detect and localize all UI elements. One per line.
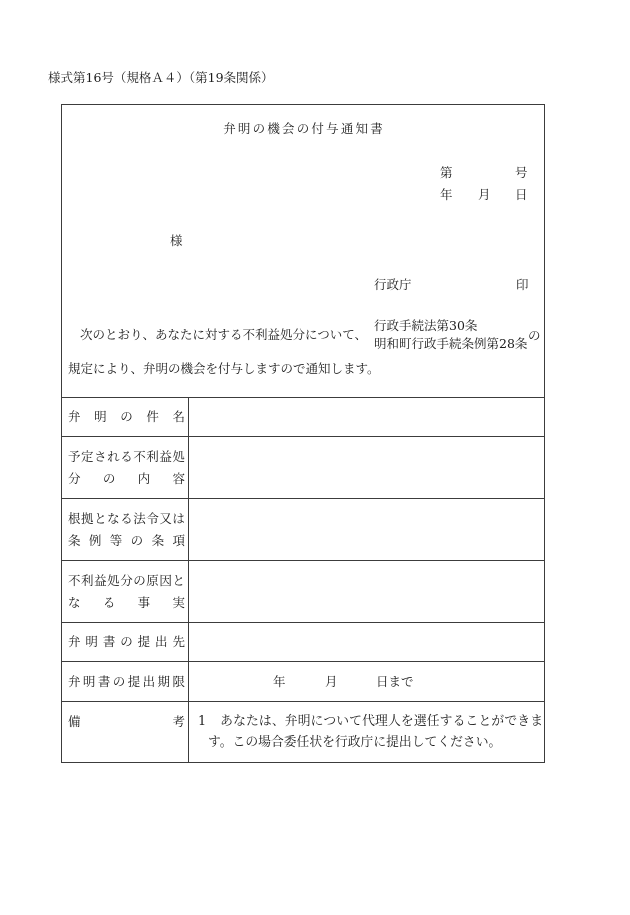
label-line (68, 468, 185, 490)
label-character: 原 (146, 572, 159, 588)
details-table (62, 397, 544, 762)
deadline-year: 年 (273, 674, 286, 689)
note-number: 1 (198, 714, 207, 729)
label-character: な (68, 594, 81, 610)
label-line (68, 711, 185, 732)
row-remarks (62, 701, 544, 762)
row-legal-basis (62, 498, 544, 560)
label-character: 備 (68, 714, 81, 729)
value-cell (189, 398, 544, 436)
value-cell (189, 437, 544, 498)
note-text: あなたは、弁明について代理人を選任することができます。この場合委任状を行政庁に提出してください。 (208, 714, 543, 750)
label-character: れ (107, 448, 120, 464)
label-character: 事 (137, 594, 151, 610)
label-character: 利 (81, 572, 94, 588)
deadline-month: 月 (325, 674, 338, 689)
law-reference-municipal: 明和町行政手続条例第28条 (374, 336, 528, 351)
label-character: 等 (109, 532, 123, 548)
body-tail-text: 規定により、弁明の機会を付与しますので通知します。 (68, 361, 380, 376)
label-character: 項 (172, 532, 185, 548)
label-character: と (94, 510, 107, 526)
label-character: 定 (81, 448, 94, 464)
label-character: 考 (172, 714, 185, 729)
label-character: 又 (159, 510, 172, 526)
issuer-name: 行政庁 (374, 277, 412, 292)
document-number-prefix: 第 (440, 165, 453, 180)
label-character: 内 (137, 470, 151, 486)
label-character: 令 (146, 510, 159, 526)
label-character: の (133, 572, 146, 588)
row-submit-to (62, 622, 544, 661)
form-header-label: 様式第16号（規格Ａ４）（第19条関係） (48, 70, 274, 85)
label-character: 弁 (68, 673, 81, 689)
row-label (62, 662, 189, 701)
label-character: 提 (137, 634, 151, 649)
label-character: 件 (146, 409, 159, 424)
label-character: 因 (159, 572, 172, 588)
label-line (68, 530, 185, 552)
notice-form (61, 104, 545, 763)
label-character: の (102, 470, 116, 486)
label-character: さ (94, 448, 107, 464)
notice-header-section (62, 105, 544, 397)
row-deadline (62, 661, 544, 701)
label-character: 不 (133, 448, 146, 464)
label-character: る (120, 448, 133, 464)
label-character: 提 (127, 673, 141, 689)
label-character: 法 (133, 510, 146, 526)
label-character: 限 (172, 673, 185, 689)
label-line (68, 592, 185, 614)
label-character: る (120, 510, 133, 526)
row-label (62, 623, 189, 661)
label-character: 分 (68, 470, 81, 486)
label-line (68, 671, 185, 693)
label-character: る (102, 594, 116, 610)
label-character: 根 (68, 510, 81, 526)
label-character: の (112, 673, 126, 689)
label-character: 明 (85, 634, 98, 649)
label-character: 予 (68, 448, 81, 464)
label-character: 期 (157, 673, 171, 689)
label-line (68, 508, 185, 530)
label-line (68, 446, 185, 468)
label-character: 利 (146, 448, 159, 464)
label-character: 弁 (68, 409, 81, 424)
row-label (62, 499, 189, 560)
label-character: 出 (155, 634, 168, 649)
row-label (62, 398, 189, 436)
label-character: 弁 (68, 634, 81, 649)
label-character: 例 (88, 532, 102, 548)
row-label (62, 561, 189, 622)
body-lead-text: 次のとおり、あなたに対する不利益処分について、 (80, 327, 368, 342)
label-character: の (120, 409, 133, 424)
label-character: 不 (68, 572, 81, 588)
label-character: 明 (82, 673, 96, 689)
label-character: 処 (107, 572, 120, 588)
label-character: は (172, 510, 185, 526)
label-character: と (172, 572, 185, 588)
value-cell (189, 623, 544, 661)
date-month: 月 (478, 187, 491, 202)
label-line (68, 406, 185, 428)
label-character: 分 (120, 572, 133, 588)
label-line (68, 570, 185, 592)
row-planned-disposition (62, 436, 544, 498)
label-character: の (120, 634, 133, 649)
deadline-day-suffix: 日まで (376, 674, 414, 689)
label-character: 益 (94, 572, 107, 588)
label-character: 容 (172, 470, 185, 486)
date-day: 日 (515, 187, 528, 202)
label-character: 名 (172, 409, 185, 424)
row-label (62, 702, 189, 762)
body-connector-text: の (528, 328, 541, 343)
label-character: の (130, 532, 144, 548)
date-year: 年 (440, 187, 453, 202)
label-line (68, 631, 185, 653)
label-character: 明 (94, 409, 107, 424)
law-reference-national: 行政手続法第30条 (374, 318, 478, 333)
label-character: 書 (102, 634, 116, 649)
label-character: 処 (172, 448, 185, 464)
deadline-value-cell (189, 662, 544, 701)
remarks-value-cell (189, 702, 544, 762)
value-cell (189, 499, 544, 560)
row-subject (62, 397, 544, 436)
addressee-honorific: 様 (170, 233, 183, 248)
label-character: な (107, 510, 120, 526)
label-character: 益 (159, 448, 172, 464)
label-character: 条 (151, 532, 165, 548)
value-cell (189, 561, 544, 622)
label-character: 実 (172, 594, 185, 610)
remarks-note (189, 702, 544, 753)
label-character: 出 (142, 673, 156, 689)
row-label (62, 437, 189, 498)
row-cause-facts (62, 560, 544, 622)
label-character: 拠 (81, 510, 94, 526)
label-character: 書 (97, 673, 111, 689)
label-character: 先 (172, 634, 185, 649)
label-character: 条 (68, 532, 81, 548)
issuer-seal-mark: 印 (516, 277, 529, 292)
document-number-suffix: 号 (515, 165, 528, 180)
document-title: 弁明の機会の付与通知書 (223, 121, 385, 136)
